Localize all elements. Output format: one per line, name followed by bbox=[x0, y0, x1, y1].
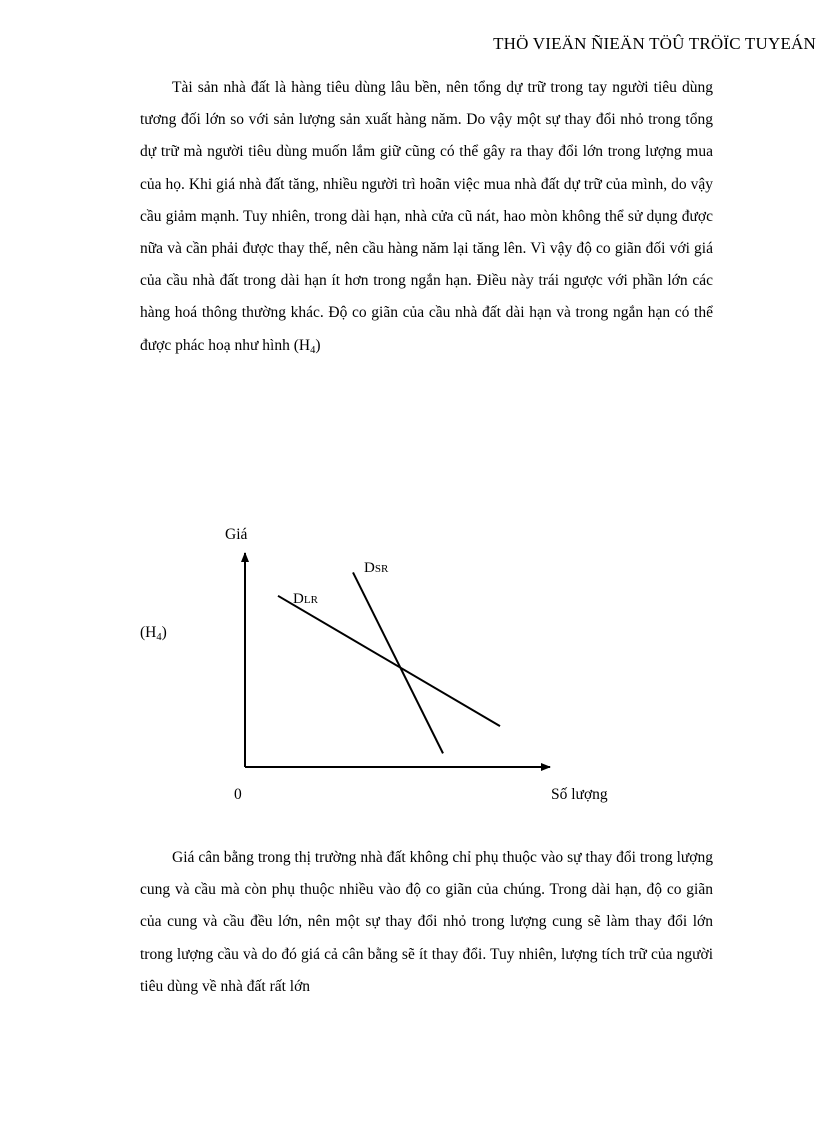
paragraph-1-text: Tài sản nhà đất là hàng tiêu dùng lâu bền, nên tổng dự trữ trong tay người tiêu dùng tương đối lớn so với sản lượng sản xuất hàng năm. Do vậy một sự thay đổi nhỏ trong tổng dự trữ mà người tiêu dùng muốn lắm giữ cũng có thể gây ra thay đổi lớn trong lượng mua của họ. Khi giá nhà đất tăng, nhiều người trì hoãn việc mua nhà đất dự trữ của mình, do vậy cầu giảm mạnh. Tuy nhiên, trong dài hạn, nhà cửa cũ nát, hao mòn không thể sử dụng được nữa và cần phải được thay thế, nên cầu hàng năm lại tăng lên. Vì vậy độ co giãn đối với giá của cầu nhà đất trong dài hạn ít hơn trong ngắn hạn. Điều này trái ngược với phần lớn các hàng hoá thông thường khác. Độ co giãn của cầu nhà đất dài hạn và trong ngắn hạn có thể được phác hoạ như hình (H bbox=[140, 79, 713, 354]
figure-label-main: (H bbox=[140, 624, 157, 641]
demand-curve-dlr bbox=[278, 596, 500, 726]
paragraph-housing-demand bbox=[140, 72, 713, 362]
paragraph-1-tail: ) bbox=[315, 336, 321, 354]
origin-label: 0 bbox=[234, 786, 242, 803]
figure-label-sub: 4 bbox=[156, 632, 162, 643]
curve-label-dsr-prefix: D bbox=[364, 560, 375, 576]
page-header: THÖ VIEÄN ÑIEÄN TÖÛ TRÖÏC TUYEÁN bbox=[493, 34, 816, 53]
paragraph-1-subscript: 4 bbox=[310, 344, 316, 356]
curve-label-dsr-suffix: SR bbox=[374, 563, 389, 575]
figure-label bbox=[140, 624, 167, 642]
curve-label-dlr bbox=[293, 591, 318, 608]
curve-label-dlr-prefix: D bbox=[293, 591, 304, 607]
figure-label-tail: ) bbox=[161, 624, 167, 641]
curve-label-dsr bbox=[364, 560, 388, 577]
y-axis-label: Giá bbox=[225, 526, 248, 543]
x-axis-label: Số lượng bbox=[551, 786, 608, 803]
demand-curve-dsr bbox=[353, 572, 443, 753]
paragraph-equilibrium-price: Giá cân bằng trong thị trường nhà đất không chỉ phụ thuộc vào sự thay đổi trong lượng cung và cầu mà còn phụ thuộc nhiều vào độ co giãn của chúng. Trong dài hạn, độ co giãn của cung và cầu đều lớn, nên một sự thay đổi nhỏ trong lượng cung sẽ làm thay đổi lớn trong lượng cầu và do đó giá cả cân bằng sẽ ít thay đổi. Tuy nhiên, lượng tích trữ của người tiêu dùng về nhà đất rất lớn bbox=[140, 849, 713, 995]
curve-label-dlr-suffix: LR bbox=[303, 594, 318, 606]
